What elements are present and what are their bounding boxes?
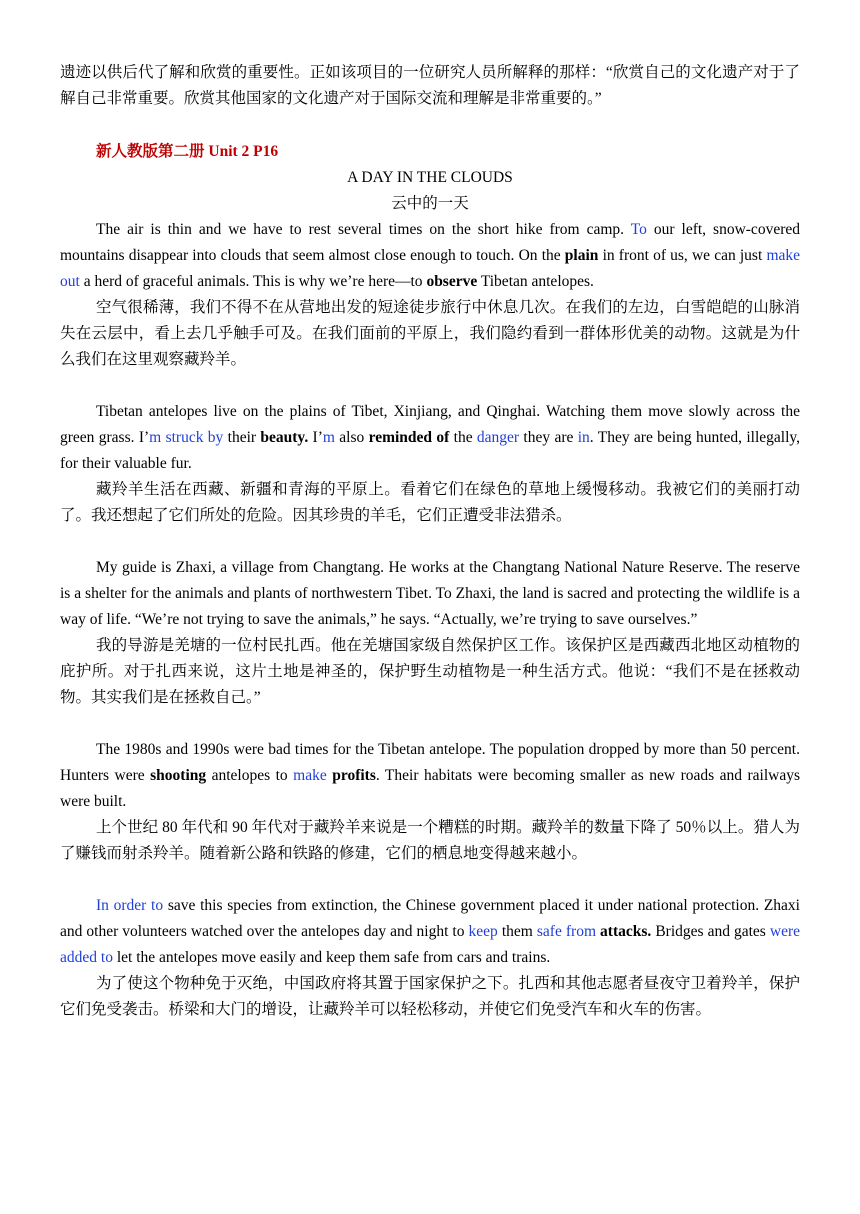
text-run: a herd of graceful animals. This is why we’re here—to (79, 273, 427, 290)
paragraph-1-cn: 空气很稀薄，我们不得不在从营地出发的短途徒步旅行中休息几次。在我们的左边，白雪皑皑的山脉消失在云层中，看上去几乎触手可及。在我们面前的平原上，我们隐约看到一群体形优美的动物。这就是为什么我们在这里观察藏羚羊。 (60, 299, 800, 368)
bold-keyword: reminded of (368, 429, 450, 446)
bold-keyword: observe (426, 273, 478, 290)
text-run: . They are being hunted, illegally, for their valuable fur. (60, 429, 801, 472)
title-cn: 云中的一天 (391, 195, 469, 212)
highlight-phrase: in (577, 429, 590, 446)
paragraph-gap (60, 529, 800, 555)
paragraph-5-en (60, 893, 800, 971)
paragraph-2-en (60, 399, 800, 477)
paragraph-4-en (60, 737, 800, 815)
paragraph-4-cn: 上个世纪 80 年代和 90 年代对于藏羚羊来说是一个糟糕的时期。藏羚羊的数量下降了 50％以上。猎人为了赚钱而射杀羚羊。随着新公路和铁路的修建，它们的栖息地变得越来越小。 (60, 819, 800, 862)
bold-keyword: shooting (150, 767, 207, 784)
highlight-phrase: keep (468, 923, 498, 940)
paragraph-1-en (60, 217, 800, 295)
paragraph-gap (60, 867, 800, 893)
section-label: 新人教版第二册 Unit 2 P16 (96, 143, 279, 160)
document-page (60, 60, 800, 1023)
text-run: Bridges and gates (651, 923, 770, 940)
paragraph-2-cn: 藏羚羊生活在西藏、新疆和青海的平原上。看着它们在绿色的草地上缓慢移动。我被它们的美丽打动了。我还想起了它们所处的危险。因其珍贵的羊毛，它们正遭受非法猎杀。 (60, 481, 800, 524)
paragraph-3-en: My guide is Zhaxi, a village from Changtang. He works at the Changtang National Nature Reserve. The reserve is a shelter for the animals and plants of northwestern Tibet. To Zhaxi, the land is sacred and protecting the wildlife is a way of life. “We’re not trying to save the animals,” he says. “Actually, we’re trying to save ourselves.” (60, 559, 800, 628)
text-run: The air is thin and we have to rest several times on the short hike from camp. (96, 221, 631, 238)
text-run: also (334, 429, 369, 446)
highlight-phrase: make (293, 767, 327, 784)
bold-keyword: plain (564, 247, 599, 264)
text-run: Tibetan antelopes live on the plains of Tibet, Xinjiang, and Qinghai. Watching them move slowly across the green grass. I’ (60, 403, 800, 446)
paragraph-3-cn: 我的导游是羌塘的一位村民扎西。他在羌塘国家级自然保护区工作。该保护区是西藏西北地区动植物的庇护所。对于扎西来说，这片土地是神圣的，保护野生动植物是一种生活方式。他说：“我们不是在拯救动物。其实我们是在拯救自己。” (60, 637, 800, 706)
text-run: in front of us, we can just (598, 247, 767, 264)
highlight-phrase: were added to (60, 923, 800, 966)
text-run: our left, snow-covered mountains disappear into clouds that seem almost close enough to touch. On the (60, 221, 800, 264)
paragraph-5-cn: 为了使这个物种免于灭绝，中国政府将其置于国家保护之下。扎西和其他志愿者昼夜守卫着羚羊，保护它们免受袭击。桥梁和大门的增设，让藏羚羊可以轻松移动，并使它们免受汽车和火车的伤害。 (60, 975, 800, 1018)
paragraph-gap (60, 711, 800, 737)
text-run: Tibetan antelopes. (477, 273, 594, 290)
highlight-phrase: make out (60, 247, 801, 290)
text-run: . Their habitats were becoming smaller as new roads and railways were built. (60, 767, 801, 810)
title-en: A DAY IN THE CLOUDS (347, 169, 513, 186)
highlight-phrase: danger (476, 429, 520, 446)
bold-keyword: profits (332, 767, 376, 784)
text-run: let the antelopes move easily and keep them safe from cars and trains. (112, 949, 551, 966)
text-run: the (449, 429, 477, 446)
highlight-phrase: In order to (96, 897, 164, 914)
intro-cn-paragraph: 遗迹以供后代了解和欣赏的重要性。正如该项目的一位研究人员所解释的那样：“欣赏自己的文化遗产对于了解自己非常重要。欣赏其他国家的文化遗产对于国际交流和理解是非常重要的。” (60, 64, 800, 107)
text-run: them (497, 923, 537, 940)
text-run: save this species from extinction, the Chinese government placed it under national protection. Zhaxi and other volunteers watched over the antelopes day and night to (60, 897, 800, 940)
bold-keyword: beauty. (260, 429, 309, 446)
highlight-phrase: m struck by (149, 429, 224, 446)
text-run: I’ (308, 429, 323, 446)
text-run: antelopes to (206, 767, 294, 784)
highlight-phrase: m (322, 429, 335, 446)
highlight-phrase: To (630, 221, 647, 238)
highlight-phrase: safe from (536, 923, 596, 940)
text-run: The 1980s and 1990s were bad times for the Tibetan antelope. The population dropped by more than 50 percent. Hunters were (60, 741, 800, 784)
bold-keyword: attacks. (600, 923, 652, 940)
text-run: their (223, 429, 261, 446)
text-run: they are (519, 429, 578, 446)
paragraph-gap (60, 373, 800, 399)
